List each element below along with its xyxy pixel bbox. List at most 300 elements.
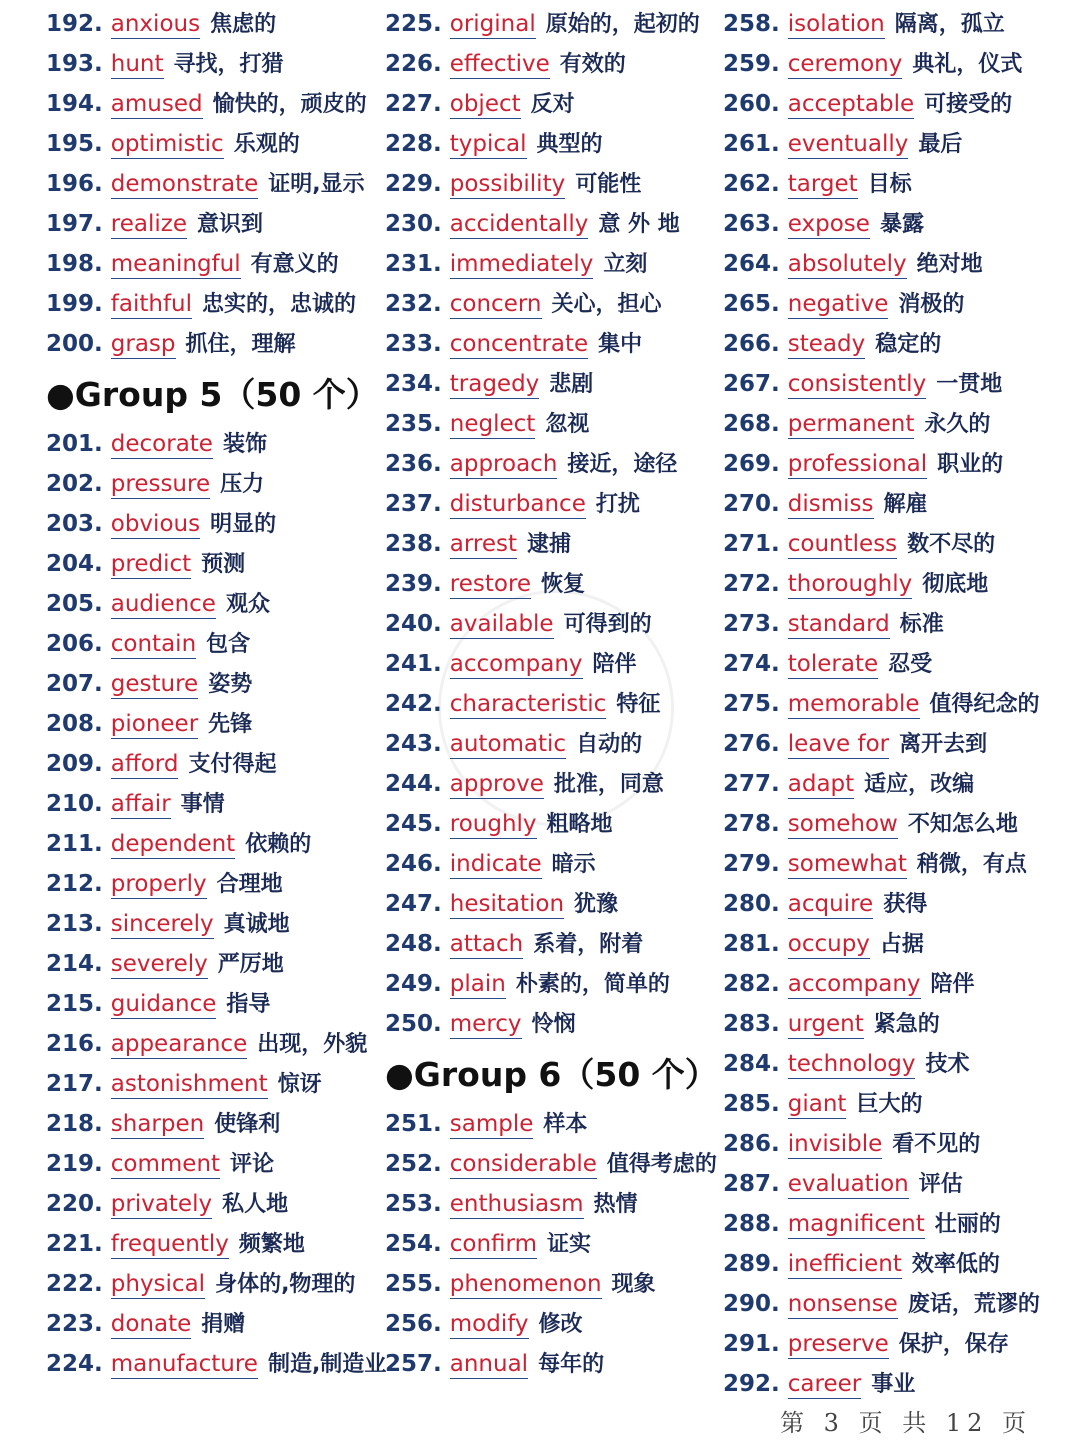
vocab-list <box>385 4 715 1044</box>
vocab-number: 237. <box>385 491 442 517</box>
vocab-number: 194. <box>46 91 103 117</box>
vocab-word: disturbance <box>449 491 586 517</box>
vocab-meaning: 特征 <box>616 692 661 717</box>
group-heading: ●Group 6（50 个） <box>385 1055 718 1094</box>
vocab-word: career <box>787 1371 862 1397</box>
vocab-meaning: 依赖的 <box>245 832 312 857</box>
vocab-word: comment <box>110 1151 221 1177</box>
vocab-number: 219. <box>46 1151 103 1177</box>
vocab-item <box>723 1204 1063 1244</box>
vocab-meaning: 评估 <box>918 1172 963 1197</box>
vocab-item <box>46 504 376 544</box>
page-footer: 第 3 页 共 12 页 <box>780 1409 1032 1437</box>
vocab-item <box>385 284 715 324</box>
vocab-item <box>385 724 715 764</box>
vocab-number: 235. <box>385 411 442 437</box>
vocab-item <box>46 44 376 84</box>
vocab-meaning: 消极的 <box>898 292 965 317</box>
vocab-meaning: 壮丽的 <box>934 1212 1001 1237</box>
vocab-word: decorate <box>110 431 213 457</box>
vocab-number: 247. <box>385 891 442 917</box>
vocab-item <box>46 864 376 904</box>
vocab-item <box>723 204 1063 244</box>
vocab-meaning: 愉快的，顽皮的 <box>212 92 367 117</box>
vocab-item <box>723 524 1063 564</box>
vocab-meaning: 可接受的 <box>924 92 1013 117</box>
vocab-meaning: 忠实的，忠诚的 <box>202 292 357 317</box>
vocab-meaning: 事情 <box>180 792 225 817</box>
vocab-meaning: 压力 <box>220 472 265 497</box>
vocab-item <box>46 704 376 744</box>
vocab-meaning: 严厉地 <box>217 952 284 977</box>
vocab-item <box>723 484 1063 524</box>
vocab-item <box>46 4 376 44</box>
vocab-number: 292. <box>723 1371 780 1397</box>
vocab-meaning: 现象 <box>611 1272 656 1297</box>
vocab-meaning: 批准，同意 <box>553 772 664 797</box>
vocab-word: adapt <box>787 771 855 797</box>
vocab-word: typical <box>449 131 527 157</box>
vocab-item <box>385 244 715 284</box>
vocab-meaning: 出现，外貌 <box>257 1032 368 1057</box>
vocab-number: 202. <box>46 471 103 497</box>
vocab-meaning: 系着，附着 <box>533 932 644 957</box>
vocab-number: 214. <box>46 951 103 977</box>
vocab-item <box>385 564 715 604</box>
vocab-number: 253. <box>385 1191 442 1217</box>
vocab-number: 222. <box>46 1271 103 1297</box>
vocab-meaning: 看不见的 <box>892 1132 981 1157</box>
vocab-meaning: 解雇 <box>883 492 928 517</box>
vocab-word: concern <box>449 291 542 317</box>
vocab-word: ceremony <box>787 51 903 77</box>
vocab-number: 231. <box>385 251 442 277</box>
vocab-meaning: 接近，途径 <box>567 452 678 477</box>
vocab-word: guidance <box>110 991 217 1017</box>
vocab-number: 255. <box>385 1271 442 1297</box>
vocab-item <box>385 884 715 924</box>
vocab-meaning: 隔离，孤立 <box>894 12 1005 37</box>
vocab-item <box>385 444 715 484</box>
vocab-number: 284. <box>723 1051 780 1077</box>
vocab-item <box>46 1064 376 1104</box>
vocab-item <box>723 364 1063 404</box>
vocab-number: 290. <box>723 1291 780 1317</box>
vocab-item <box>46 584 376 624</box>
vocab-word: considerable <box>449 1151 597 1177</box>
vocab-number: 225. <box>385 11 442 37</box>
vocab-meaning: 评论 <box>230 1152 275 1177</box>
vocab-word: object <box>449 91 521 117</box>
vocab-meaning: 犹豫 <box>574 892 619 917</box>
vocab-number: 276. <box>723 731 780 757</box>
vocab-item <box>723 644 1063 684</box>
vocab-item <box>723 164 1063 204</box>
vocab-word: sincerely <box>110 911 214 937</box>
vocab-word: hesitation <box>449 891 565 917</box>
vocab-number: 217. <box>46 1071 103 1097</box>
vocab-item <box>723 964 1063 1004</box>
vocab-item <box>723 1004 1063 1044</box>
vocab-number: 265. <box>723 291 780 317</box>
column-3 <box>723 4 1063 1404</box>
vocab-word: professional <box>787 451 928 477</box>
vocab-word: realize <box>110 211 187 237</box>
vocab-item <box>385 1304 715 1344</box>
vocab-number: 281. <box>723 931 780 957</box>
vocab-word: predict <box>110 551 192 577</box>
vocab-number: 195. <box>46 131 103 157</box>
vocab-meaning: 获得 <box>883 892 928 917</box>
vocab-item <box>385 764 715 804</box>
vocab-meaning: 保护，保存 <box>898 1332 1009 1357</box>
vocab-number: 223. <box>46 1311 103 1337</box>
vocab-item <box>723 924 1063 964</box>
vocab-number: 266. <box>723 331 780 357</box>
vocab-item <box>723 1164 1063 1204</box>
vocab-item <box>385 1004 715 1044</box>
vocab-item <box>723 404 1063 444</box>
vocab-word: audience <box>110 591 216 617</box>
vocab-meaning: 样本 <box>543 1112 588 1137</box>
group-heading: ●Group 5（50 个） <box>46 375 379 414</box>
vocab-word: evaluation <box>787 1171 909 1197</box>
vocab-number: 229. <box>385 171 442 197</box>
vocab-item <box>723 804 1063 844</box>
vocab-meaning: 捐赠 <box>201 1312 246 1337</box>
vocab-item <box>46 1344 387 1384</box>
vocab-number: 288. <box>723 1211 780 1237</box>
vocab-item <box>385 204 715 244</box>
vocab-item <box>46 124 376 164</box>
vocab-item <box>385 804 715 844</box>
vocab-meaning: 彻底地 <box>922 572 989 597</box>
vocab-item <box>385 164 715 204</box>
vocab-word: tragedy <box>449 371 540 397</box>
vocab-number: 273. <box>723 611 780 637</box>
vocab-number: 199. <box>46 291 103 317</box>
vocab-meaning: 焦虑的 <box>210 12 277 37</box>
vocab-word: severely <box>110 951 208 977</box>
vocab-word: demonstrate <box>110 171 259 197</box>
vocab-item <box>723 244 1063 284</box>
vocab-number: 271. <box>723 531 780 557</box>
vocab-meaning: 朴素的，简单的 <box>515 972 670 997</box>
vocab-item <box>46 544 376 584</box>
vocab-meaning: 逮捕 <box>527 532 572 557</box>
vocab-word: optimistic <box>110 131 224 157</box>
vocab-number: 208. <box>46 711 103 737</box>
vocab-number: 192. <box>46 11 103 37</box>
vocab-item <box>46 1264 376 1304</box>
vocab-meaning: 身体的,物理的 <box>215 1272 356 1297</box>
vocab-word: gesture <box>110 671 199 697</box>
vocab-word: giant <box>787 1091 847 1117</box>
vocab-word: pioneer <box>110 711 199 737</box>
vocab-number: 264. <box>723 251 780 277</box>
vocab-word: physical <box>110 1271 206 1297</box>
vocab-meaning: 悲剧 <box>549 372 594 397</box>
vocab-word: frequently <box>110 1231 229 1257</box>
vocab-number: 277. <box>723 771 780 797</box>
vocab-meaning: 意识到 <box>196 212 263 237</box>
vocab-number: 267. <box>723 371 780 397</box>
vocab-number: 257. <box>385 1351 442 1377</box>
vocab-item <box>723 1084 1063 1124</box>
vocab-word: indicate <box>449 851 542 877</box>
vocab-meaning: 私人地 <box>222 1192 289 1217</box>
vocab-meaning: 离开去到 <box>899 732 988 757</box>
vocab-meaning: 观众 <box>225 592 270 617</box>
vocab-word: acquire <box>787 891 874 917</box>
vocab-word: dependent <box>110 831 236 857</box>
vocab-number: 239. <box>385 571 442 597</box>
vocab-meaning: 指导 <box>226 992 271 1017</box>
vocab-meaning: 效率低的 <box>911 1252 1000 1277</box>
vocab-meaning: 反对 <box>530 92 575 117</box>
vocab-item <box>46 624 376 664</box>
vocab-word: hunt <box>110 51 164 77</box>
vocab-number: 275. <box>723 691 780 717</box>
vocab-word: astonishment <box>110 1071 268 1097</box>
vocab-item <box>385 84 715 124</box>
vocab-number: 220. <box>46 1191 103 1217</box>
vocab-meaning: 典礼，仪式 <box>912 52 1023 77</box>
vocab-meaning: 稍微，有点 <box>916 852 1027 877</box>
vocab-meaning: 打扰 <box>595 492 640 517</box>
vocab-meaning: 证实 <box>547 1232 592 1257</box>
vocab-word: sharpen <box>110 1111 205 1137</box>
vocab-word: tolerate <box>787 651 879 677</box>
vocab-number: 286. <box>723 1131 780 1157</box>
vocab-number: 234. <box>385 371 442 397</box>
vocab-word: amused <box>110 91 203 117</box>
vocab-item <box>723 124 1063 164</box>
vocab-item <box>723 1124 1063 1164</box>
vocab-item <box>723 884 1063 924</box>
vocab-item <box>723 1284 1063 1324</box>
vocab-item <box>723 1364 1063 1404</box>
vocab-number: 203. <box>46 511 103 537</box>
vocab-item <box>385 1264 715 1304</box>
vocab-meaning: 寻找，打猎 <box>173 52 284 77</box>
vocab-item <box>723 604 1063 644</box>
vocab-number: 224. <box>46 1351 103 1377</box>
vocab-meaning: 预测 <box>201 552 246 577</box>
vocab-item <box>46 324 376 364</box>
vocab-word: nonsense <box>787 1291 898 1317</box>
vocab-number: 250. <box>385 1011 442 1037</box>
vocab-meaning: 热情 <box>593 1192 638 1217</box>
vocab-word: afford <box>110 751 179 777</box>
vocab-word: sample <box>449 1111 534 1137</box>
vocab-item <box>723 764 1063 804</box>
vocab-meaning: 陪伴 <box>930 972 975 997</box>
vocab-word: urgent <box>787 1011 864 1037</box>
vocab-number: 254. <box>385 1231 442 1257</box>
vocab-item <box>46 824 376 864</box>
vocab-number: 242. <box>385 691 442 717</box>
vocab-word: standard <box>787 611 890 637</box>
column-1 <box>46 4 387 1384</box>
vocab-word: approach <box>449 451 558 477</box>
vocab-number: 285. <box>723 1091 780 1117</box>
vocab-meaning: 值得纪念的 <box>929 692 1040 717</box>
vocab-number: 243. <box>385 731 442 757</box>
vocab-word: eventually <box>787 131 909 157</box>
vocab-number: 218. <box>46 1111 103 1137</box>
vocab-number: 252. <box>385 1151 442 1177</box>
vocab-item <box>46 204 376 244</box>
vocab-item <box>723 284 1063 324</box>
vocab-word: preserve <box>787 1331 889 1357</box>
vocab-item <box>385 924 715 964</box>
vocab-meaning: 立刻 <box>603 252 648 277</box>
vocab-meaning: 每年的 <box>538 1352 605 1377</box>
vocab-meaning: 修改 <box>538 1312 583 1337</box>
vocab-item <box>385 1104 715 1144</box>
vocab-number: 261. <box>723 131 780 157</box>
vocab-word: immediately <box>449 251 594 277</box>
vocab-meaning: 巨大的 <box>856 1092 923 1117</box>
vocab-item <box>385 1344 715 1384</box>
vocab-meaning: 职业的 <box>937 452 1004 477</box>
vocab-word: magnificent <box>787 1211 925 1237</box>
vocab-meaning: 包含 <box>206 632 251 657</box>
vocab-item <box>385 964 715 1004</box>
vocab-word: countless <box>787 531 898 557</box>
vocab-list <box>385 1104 715 1384</box>
vocab-number: 240. <box>385 611 442 637</box>
vocab-meaning: 标准 <box>899 612 944 637</box>
vocab-item <box>46 164 376 204</box>
vocab-word: arrest <box>449 531 518 557</box>
vocab-meaning: 恢复 <box>541 572 586 597</box>
vocab-number: 198. <box>46 251 103 277</box>
vocab-number: 251. <box>385 1111 442 1137</box>
vocab-number: 227. <box>385 91 442 117</box>
vocab-number: 215. <box>46 991 103 1017</box>
vocab-item <box>46 1144 376 1184</box>
vocab-item <box>46 424 376 464</box>
vocab-word: approve <box>449 771 544 797</box>
vocab-word: occupy <box>787 931 870 957</box>
vocab-number: 274. <box>723 651 780 677</box>
vocab-meaning: 最后 <box>918 132 963 157</box>
vocab-item <box>46 244 376 284</box>
vocab-number: 238. <box>385 531 442 557</box>
vocab-list <box>46 4 376 364</box>
vocab-item <box>723 4 1063 44</box>
vocab-item <box>723 444 1063 484</box>
vocab-number: 232. <box>385 291 442 317</box>
vocab-meaning: 忽视 <box>545 412 590 437</box>
vocab-word: concentrate <box>449 331 589 357</box>
vocab-word: plain <box>449 971 506 997</box>
vocab-number: 289. <box>723 1251 780 1277</box>
vocab-meaning: 典型的 <box>536 132 603 157</box>
vocab-meaning: 频繁地 <box>238 1232 305 1257</box>
vocab-word: accidentally <box>449 211 589 237</box>
vocab-meaning: 有效的 <box>559 52 626 77</box>
vocab-number: 211. <box>46 831 103 857</box>
vocab-number: 226. <box>385 51 442 77</box>
vocab-number: 278. <box>723 811 780 837</box>
vocab-meaning: 装饰 <box>222 432 267 457</box>
vocab-number: 283. <box>723 1011 780 1037</box>
vocab-number: 197. <box>46 211 103 237</box>
vocab-word: meaningful <box>110 251 241 277</box>
vocab-word: dismiss <box>787 491 874 517</box>
vocab-item <box>723 844 1063 884</box>
vocab-meaning: 证明,显示 <box>268 172 365 197</box>
vocab-number: 196. <box>46 171 103 197</box>
vocab-number: 282. <box>723 971 780 997</box>
vocab-number: 263. <box>723 211 780 237</box>
vocab-item <box>385 404 715 444</box>
vocab-number: 245. <box>385 811 442 837</box>
vocab-meaning: 制造,制造业 <box>267 1352 387 1377</box>
vocab-meaning: 明显的 <box>210 512 277 537</box>
vocab-item <box>723 1244 1063 1284</box>
vocab-word: obvious <box>110 511 201 537</box>
vocab-item <box>723 324 1063 364</box>
vocab-word: mercy <box>449 1011 522 1037</box>
vocab-item <box>46 1224 376 1264</box>
vocab-item <box>46 744 376 784</box>
vocab-number: 200. <box>46 331 103 357</box>
vocab-number: 260. <box>723 91 780 117</box>
vocab-number: 272. <box>723 571 780 597</box>
vocab-word: anxious <box>110 11 201 37</box>
vocab-item <box>46 84 376 124</box>
vocab-meaning: 值得考虑的 <box>606 1152 717 1177</box>
vocab-item <box>385 644 715 684</box>
vocab-word: characteristic <box>449 691 607 717</box>
vocab-word: properly <box>110 871 207 897</box>
vocab-number: 291. <box>723 1331 780 1357</box>
vocab-item <box>385 124 715 164</box>
vocab-word: neglect <box>449 411 536 437</box>
vocab-meaning: 自动的 <box>576 732 643 757</box>
vocab-meaning: 稳定的 <box>875 332 942 357</box>
vocab-meaning: 数不尽的 <box>907 532 996 557</box>
vocab-number: 269. <box>723 451 780 477</box>
vocab-item <box>723 84 1063 124</box>
vocab-meaning: 永久的 <box>924 412 991 437</box>
vocab-meaning: 怜悯 <box>531 1012 576 1037</box>
vocab-item <box>385 1184 715 1224</box>
column-2 <box>385 4 718 1384</box>
vocab-meaning: 不知怎么地 <box>907 812 1018 837</box>
vocab-word: privately <box>110 1191 213 1217</box>
vocab-word: confirm <box>449 1231 538 1257</box>
vocab-meaning: 可能性 <box>575 172 642 197</box>
vocab-meaning: 集中 <box>598 332 643 357</box>
vocab-item <box>46 1024 376 1064</box>
vocab-meaning: 目标 <box>867 172 912 197</box>
vocab-number: 256. <box>385 1311 442 1337</box>
vocab-item <box>46 284 376 324</box>
vocab-item <box>385 604 715 644</box>
vocab-number: 270. <box>723 491 780 517</box>
vocab-number: 246. <box>385 851 442 877</box>
vocab-meaning: 粗略地 <box>546 812 613 837</box>
vocab-word: leave for <box>787 731 890 757</box>
vocab-meaning: 忍受 <box>888 652 933 677</box>
vocab-word: modify <box>449 1311 529 1337</box>
vocab-word: possibility <box>449 171 566 197</box>
